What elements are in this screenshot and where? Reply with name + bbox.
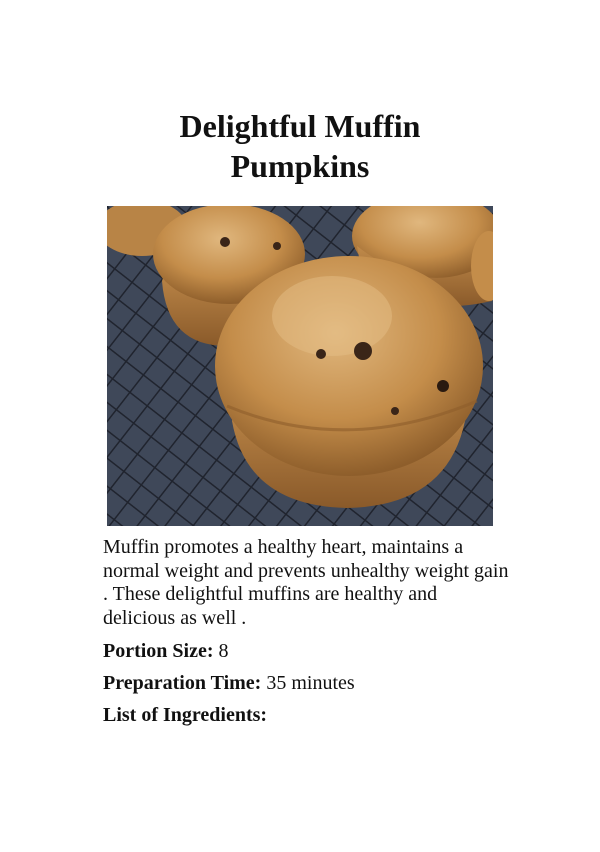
page-title bbox=[0, 106, 600, 186]
title-line-1: Delightful Muffin bbox=[179, 108, 421, 144]
ingredients-label: List of Ingredients: bbox=[103, 704, 268, 726]
recipe-description: Muffin promotes a healthy heart, maintains a normal weight and prevents unhealthy weight gain . These delightful muffins are healthy and delicious as well . bbox=[103, 536, 509, 629]
preparation-time bbox=[103, 671, 355, 695]
portion-size bbox=[103, 639, 229, 663]
title-line-2: Pumpkins bbox=[230, 148, 370, 184]
portion-size-value: 8 bbox=[218, 640, 229, 662]
preparation-time-label: Preparation Time: bbox=[103, 672, 262, 694]
ingredients-heading bbox=[103, 703, 267, 727]
portion-size-label: Portion Size: bbox=[103, 640, 214, 662]
preparation-time-value: 35 minutes bbox=[266, 672, 355, 694]
muffin-photo bbox=[107, 206, 493, 526]
